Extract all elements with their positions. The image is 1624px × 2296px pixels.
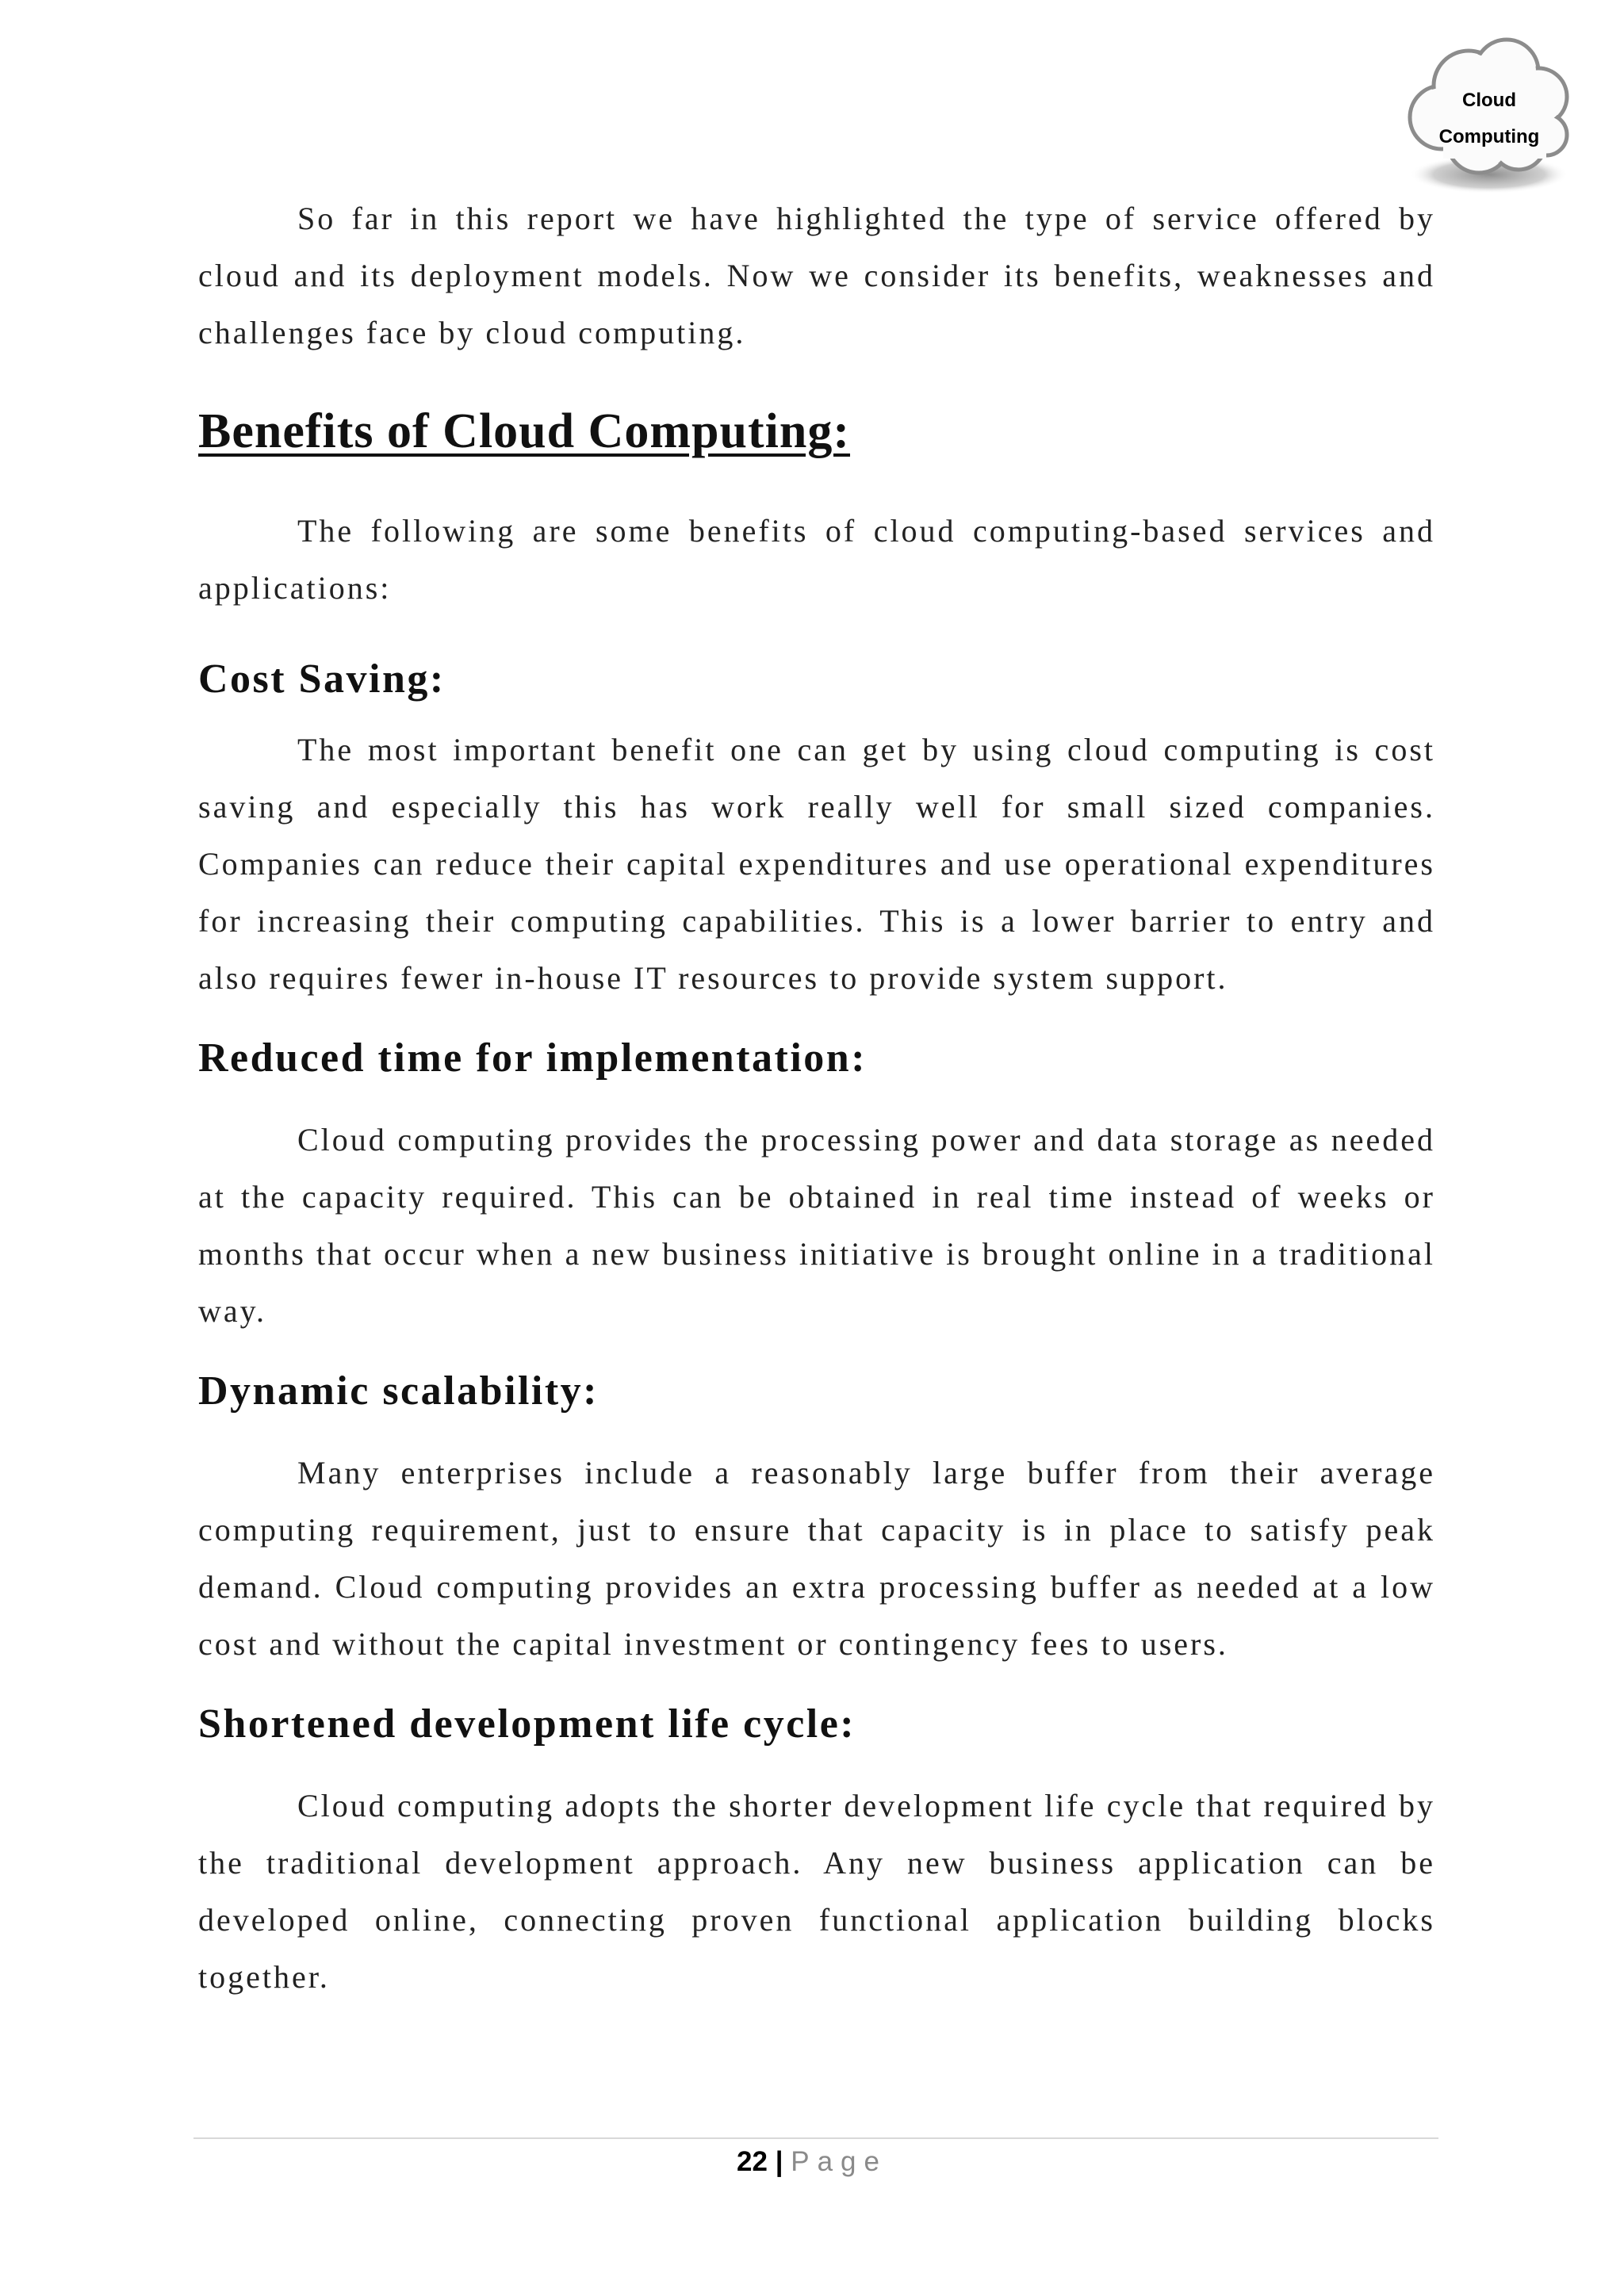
intro-paragraph: So far in this report we have highlighted the type of service offered by cloud and its deployment models. Now we consider its benefits, weaknesses and challenges face by cloud computing.: [198, 201, 1435, 350]
dynamic-scalability-paragraph: Many enterprises include a reasonably large buffer from their average computing requirement, just to ensure that capacity is in place to satisfy peak demand. Cloud computing provides an extra processing buffer as needed at a low cost and without the capital investment or contingency fees to users.: [198, 1455, 1435, 1662]
section-title-benefits: Benefits of Cloud Computing:: [198, 404, 851, 458]
benefits-intro-paragraph: The following are some benefits of cloud computing-based services and applications:: [198, 513, 1435, 606]
subsection-title-reduced-time: Reduced time for implementation:: [198, 1035, 868, 1081]
cloud-computing-logo: [1396, 24, 1578, 198]
logo-text-computing: Computing: [1438, 126, 1540, 147]
subsection-title-shortened-cycle: Shortened development life cycle:: [198, 1701, 856, 1747]
footer-divider: [193, 2137, 1438, 2139]
page-label: Page: [791, 2146, 887, 2177]
page-separator: |: [775, 2146, 783, 2177]
page-content: [198, 190, 1435, 2006]
cost-saving-paragraph: The most important benefit one can get by using cloud computing is cost saving and especially this has work really well for small sized companies. Companies can reduce their capital expenditures and use operational expenditures for increasing their computing capabilities. This is a lower barrier to entry and also requires fewer in-house IT resources to provide system support.: [198, 732, 1435, 996]
subsection-title-dynamic-scalability: Dynamic scalability:: [198, 1368, 599, 1414]
page-number: 22: [737, 2146, 768, 2177]
logo-text-cloud: Cloud: [1462, 90, 1516, 111]
cloud-icon: [1396, 24, 1578, 198]
reduced-time-paragraph: Cloud computing provides the processing power and data storage as needed at the capacity required. This can be obtained in real time instead of weeks or months that occur when a new business initiative is brought online in a traditional way.: [198, 1122, 1435, 1329]
page-footer: [0, 2142, 1624, 2182]
shortened-cycle-paragraph: Cloud computing adopts the shorter development life cycle that required by the traditional development approach. Any new business application can be developed online, connecting proven functional application building blocks together.: [198, 1788, 1435, 1995]
subsection-title-cost-saving: Cost Saving:: [198, 656, 446, 702]
